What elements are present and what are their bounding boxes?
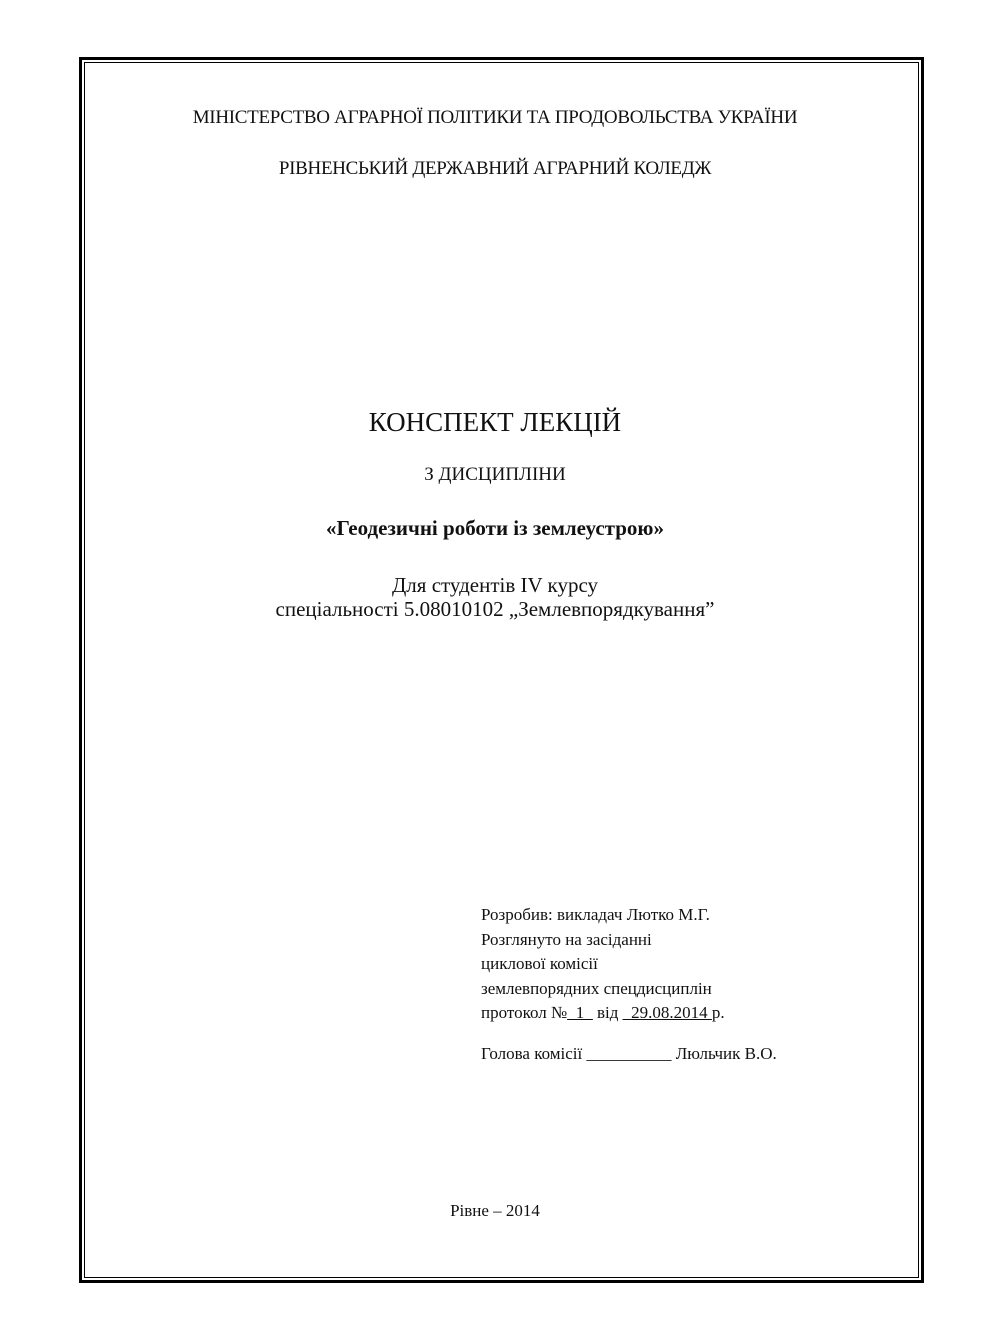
course-title: «Геодезичні роботи із землеустрою» [326, 516, 664, 540]
protocol-from: від [592, 1003, 623, 1022]
discipline-label: З ДИСЦИПЛІНИ [424, 464, 566, 485]
developer-line: Розробив: викладач Лютко М.Г. [481, 905, 710, 924]
head-label: Голова комісії [481, 1043, 583, 1063]
reviewed-line-2: циклової комісії [481, 954, 598, 973]
protocol-suffix: р. [711, 1003, 725, 1022]
protocol-prefix: протокол № [481, 1003, 568, 1022]
document-type-title: КОНСПЕКТ ЛЕКЦІЙ [368, 407, 622, 437]
protocol-line [481, 1001, 777, 1026]
protocol-number: _1_ [567, 1003, 593, 1022]
audience-line: Для студентів IV курсу [391, 573, 598, 597]
reviewed-line-3: землевпорядних спецдисциплін [481, 978, 712, 998]
specialty-line: спеціальності 5.08010102 „Землевпорядкування” [275, 597, 715, 621]
commission-head-line [481, 1042, 777, 1067]
approval-block [481, 903, 777, 1066]
page-border-inner [84, 62, 919, 1278]
protocol-date: _29.08.2014 [622, 1003, 712, 1022]
city-year: Рівне – 2014 [450, 1201, 540, 1220]
college-name: РІВНЕНСЬКИЙ ДЕРЖАВНИЙ АГРАРНИЙ КОЛЕДЖ [278, 158, 712, 179]
signature-blank: __________ [586, 1043, 672, 1063]
head-name: Люльчик В.О. [675, 1043, 777, 1063]
page-border [79, 57, 924, 1283]
ministry-name: МІНІСТЕРСТВО АГРАРНОЇ ПОЛІТИКИ ТА ПРОДОВОЛЬСТВА УКРАЇНИ [192, 107, 798, 128]
reviewed-line-1: Розглянуто на засіданні [481, 929, 652, 949]
